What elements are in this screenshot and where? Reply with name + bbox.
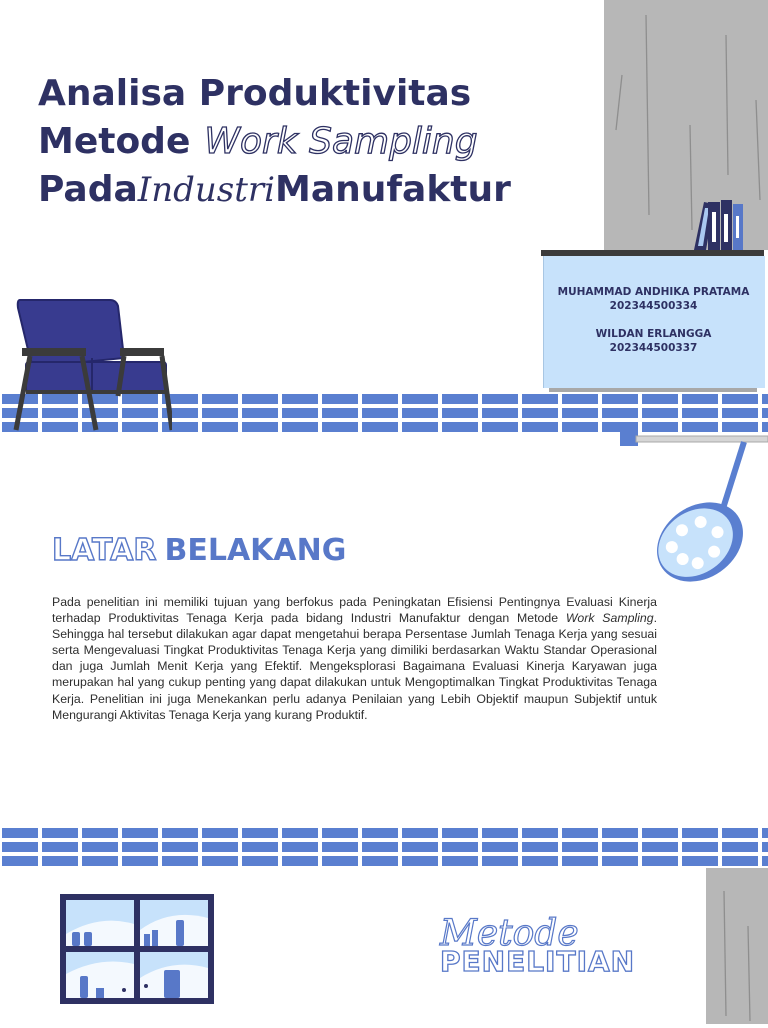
background-paragraph: [52, 594, 657, 723]
tile-floor-bottom: [0, 826, 768, 868]
gray-wall-bottom: [706, 866, 768, 1024]
author-2-id: 202344500337: [609, 342, 698, 354]
author-2-name: WILDAN ERLANGGA: [595, 328, 712, 340]
title-industri: Industri: [137, 170, 276, 210]
title-line-2: [38, 118, 511, 166]
wall-cracks-bottom: [706, 866, 768, 1024]
binders-icon: [686, 198, 746, 252]
para-part-2: . Sehingga hal tersebut dilakukan agar dapat mengetahui berapa Persentase Jumlah Tenaga Kerja yang sesuai serta Mengevaluasi Tingkat Produktivitas Tenaga Kerja yang dimiliki berdasarkan Waktu Standar Operasional dan juga Jumlah Menit Kerja yang Efektif. Mengeksplorasi Bagaimana Evaluasi Kinerja Karyawan juga merupakan hal yang cukup penting yang dapat dilakukan untuk Mengoptimalkan Tingkat Produktivitas Tenaga Kerja. Penelitian ini juga Menekankan perlu adanya Penilaian yang Lebih Objektif maupun Subjektif untuk Mengurangi Aktivitas Tenaga Kerja yang kurang Produktif.: [52, 611, 657, 722]
title-pada: Pada: [38, 169, 138, 210]
lamp-icon: [616, 430, 768, 590]
armchair-icon: [12, 296, 172, 432]
title-line-1: Analisa Produktivitas: [38, 73, 472, 114]
para-part-1: Pada penelitian ini memiliki tujuan yang berfokus pada Peningkatan Efisiensi Pentingnya Evaluasi Kinerja terhadap Produktivitas Tenaga Kerja pada bidang Industri Manufaktur dengan Metode: [52, 595, 657, 626]
title-work-sampling: Work Sampling: [204, 121, 478, 162]
para-italic: Work Sampling: [565, 611, 654, 626]
next-heading-outline: PENELITIAN: [440, 945, 636, 978]
title-line-3: [38, 166, 511, 214]
next-heading-script: Metode: [440, 913, 579, 954]
title-manufaktur: Manufaktur: [275, 169, 511, 210]
section-heading: [52, 533, 346, 568]
title-metode: Metode: [38, 121, 191, 162]
page-title: [38, 70, 511, 214]
window-cabinet-icon: [60, 894, 214, 1004]
author-1-id: 202344500334: [609, 300, 698, 312]
author-names: [543, 285, 764, 355]
heading-belakang: BELAKANG: [164, 533, 347, 568]
heading-latar: LATAR: [52, 533, 157, 568]
author-1-name: MUHAMMAD ANDHIKA PRATAMA: [557, 286, 750, 298]
